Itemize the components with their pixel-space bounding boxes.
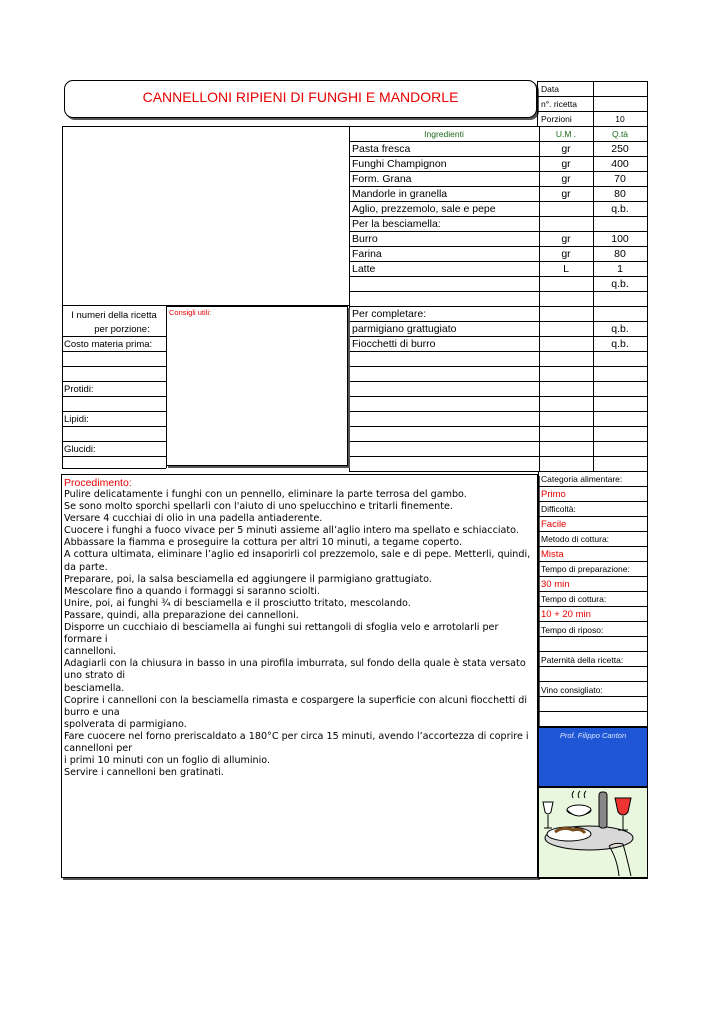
consigli-box <box>166 306 348 466</box>
ingredient-name: Mandorle in granella <box>352 188 448 200</box>
ingredient-qty: q.b. <box>611 203 629 215</box>
glucidi-label: Glucidi: <box>64 444 96 455</box>
ingredient-name: Burro <box>352 233 378 245</box>
protidi-label: Protidi: <box>64 384 94 395</box>
ingredient-um: gr <box>561 173 571 185</box>
tempo-cott-label: Tempo di cottura: <box>541 594 607 604</box>
n-ricetta-label: n°. ricetta <box>541 99 577 109</box>
riposo-label: Tempo di riposo: <box>541 625 604 635</box>
procedure-line: Unire, poi, ai funghi ¾ di besciamella e il prosciutto tritato, mescolando. <box>64 597 411 609</box>
ingredient-qty: q.b. <box>611 338 629 350</box>
recipe-title: CANNELLONI RIPIENI DI FUNGHI E MANDORLE <box>142 89 459 105</box>
tempo-prep-value: 30 min <box>541 579 570 590</box>
image-area <box>62 126 350 306</box>
procedure-line: Mescolare fino a quando i formaggi si saranno sciolti. <box>64 585 320 597</box>
metodo-value: Mista <box>541 549 564 560</box>
procedure-line: besciamella. <box>64 682 125 694</box>
procedure-line: Fare cuocere nel forno preriscaldato a 180°C per circa 15 minuti, avendo l’accortezza di coprire i cannelloni per <box>64 730 529 754</box>
ingredient-um: gr <box>561 248 571 260</box>
ingredient-qty: q.b. <box>611 323 629 335</box>
ingredient-um: gr <box>561 233 571 245</box>
waiter-tray-icon <box>539 788 647 877</box>
procedure-line: Pulire delicatamente i funghi con un pennello, eliminare la parte terrosa del gambo. <box>64 489 467 500</box>
ingredient-um: gr <box>561 188 571 200</box>
ingredient-name: Latte <box>352 263 376 275</box>
procedure-line: Passare, quindi, alla preparazione dei cannelloni. <box>64 609 299 621</box>
costo-materia-label: Costo materia prima: <box>64 339 153 350</box>
procedure-line: Disporre un cucchiaio di besciamella ai funghi sui rettangoli di sfoglia velo e arrotolarli per formare i <box>64 622 499 646</box>
ingredient-um: gr <box>561 158 571 170</box>
procedure-line: i primi 10 minuti con un foglio di alluminio. <box>64 755 271 767</box>
procedure-line: spolverata di parmigiano. <box>64 718 187 730</box>
ingredients-header-qty: Q.tà <box>611 129 629 139</box>
tempo-cott-value: 10 + 20 min <box>541 609 591 620</box>
ingredient-name: parmigiano grattugiato <box>352 323 457 335</box>
procedure-line: Servire i cannelloni ben gratinati. <box>64 767 224 779</box>
ingredient-qty: q.b. <box>611 278 629 290</box>
author-name: Prof. Filippo Canton <box>559 731 627 740</box>
ingredient-qty: 70 <box>614 173 626 185</box>
ingredient-qty: 80 <box>614 248 626 260</box>
procedure-line: Coprire i cannelloni con la besciamella rimasta e cospargere la superficie con alcuni fiocchetti di burro e una <box>64 694 528 718</box>
ingredient-name: Aglio, prezzemolo, sale e pepe <box>352 203 496 215</box>
ingredient-qty: 100 <box>611 233 629 245</box>
ingredient-um: L <box>563 263 569 275</box>
tempo-prep-label: Tempo di preparazione: <box>541 564 630 574</box>
ingredients-header-name: Ingredienti <box>424 129 464 139</box>
ingredient-name: Fiocchetti di burro <box>352 338 436 350</box>
ingredient-qty: 400 <box>611 158 629 170</box>
procedure-text <box>64 489 538 779</box>
difficolta-value: Facile <box>541 519 567 530</box>
waiter-illustration <box>538 787 648 878</box>
ingredient-name: Form. Grana <box>352 173 412 185</box>
procedure-line: Se sono molto sporchi spellarli con l'aiuto di uno spelucchino e tritarli finemente. <box>64 501 453 513</box>
numeri-ricetta-label: I numeri della ricetta <box>71 310 157 321</box>
procedure-line: Preparare, poi, la salsa besciamella ed aggiungere il parmigiano grattugiato. <box>64 573 432 585</box>
difficolta-label: Difficoltà: <box>541 504 576 514</box>
per-porzione-label: per porzione: <box>94 324 150 335</box>
procedure-line: Versare 4 cucchiai di olio in una padella antiaderente. <box>64 513 323 525</box>
data-label: Data <box>541 84 559 94</box>
consigli-label: Consigli utili: <box>169 308 212 317</box>
ingredient-qty: 250 <box>611 143 629 155</box>
paternita-label: Paternità della ricetta: <box>541 655 624 665</box>
ingredient-name: Funghi Champignon <box>352 158 447 170</box>
categoria-label: Categoria alimentare: <box>541 474 623 484</box>
ingredient-name: Per la besciamella: <box>352 218 441 230</box>
ingredient-qty: 1 <box>617 263 623 275</box>
metodo-label: Metodo di cottura: <box>541 534 610 544</box>
procedure-line: A cottura ultimata, eliminare l’aglio ed insaporirli col prezzemolo, sale e di pepe. Metterli, quindi, da parte. <box>64 549 531 573</box>
porzioni-label: Porzioni <box>541 114 572 124</box>
porzioni-value: 10 <box>615 114 625 124</box>
categoria-value: Primo <box>541 489 566 500</box>
ingredient-um: gr <box>561 143 571 155</box>
ingredient-name: Farina <box>352 248 382 260</box>
ingredient-name: Per completare: <box>352 308 427 320</box>
ingredients-header-um: U.M . <box>555 129 577 139</box>
vino-label: Vino consigliato: <box>541 685 603 695</box>
procedure-line: cannelloni. <box>64 646 117 658</box>
procedure-line: Cuocere i funghi a fuoco vivace per 5 minuti assieme all’aglio intero ma spellato e schiacciato. <box>64 525 519 537</box>
procedure-line: Abbassare la fiamma e proseguire la cottura per altri 10 minuti, a tegame coperto. <box>64 537 462 549</box>
procedure-line: Adagiarli con la chiusura in basso in una pirofila imburrata, sul fondo della quale è stata versato uno strato di <box>64 658 526 682</box>
ingredient-name: Pasta fresca <box>352 143 411 155</box>
ingredient-qty: 80 <box>614 188 626 200</box>
procedure-title: Procedimento: <box>64 477 132 489</box>
lipidi-label: Lipidi: <box>64 414 89 425</box>
